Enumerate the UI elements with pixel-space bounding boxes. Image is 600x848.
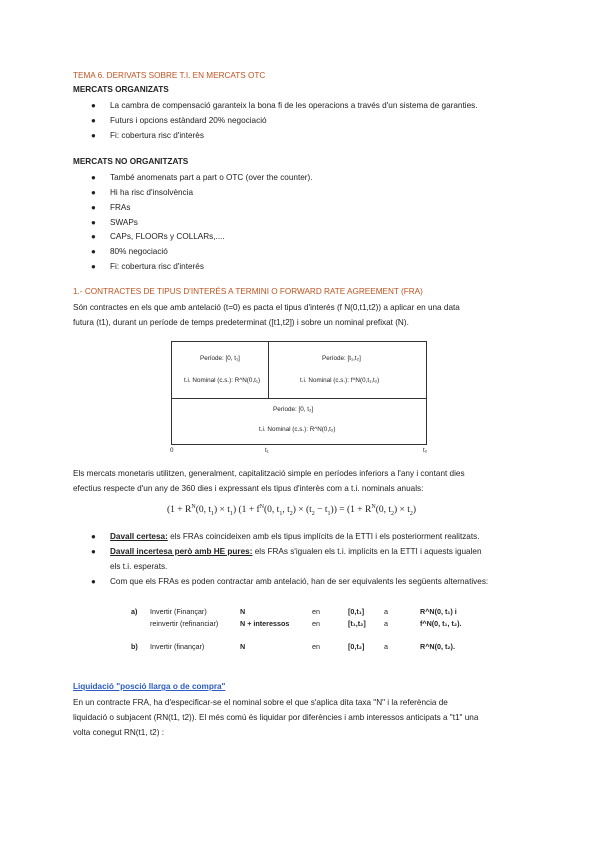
non-organized-item: CAPs, FLOORs y COLLARs,....	[110, 232, 225, 241]
diagram-divider	[268, 342, 269, 398]
non-organized-item: SWAPs	[110, 218, 138, 227]
table-cell: en	[312, 607, 320, 616]
table-cell: a	[384, 619, 388, 628]
table-cell: reinvertir (refinanciar)	[150, 619, 219, 628]
diagram-rate-label: t.i. Nominal (c.s.): R^N(0,t₁)	[184, 377, 261, 384]
diagram-period-label: Període: [0, t₂]	[273, 406, 314, 413]
table-cell: en	[312, 619, 320, 628]
liquidation-line: volta conegut RN(t1, t2) :	[73, 728, 165, 737]
bullet-text-continuation: els t.i. esperats.	[110, 562, 168, 571]
bullet-icon: ●	[91, 532, 96, 541]
table-cell: a	[384, 607, 388, 616]
bullet-icon: ●	[91, 188, 96, 197]
liquidation-line: liquidació o subjacent (RN(t1, t2)). El més comú és liquidar por diferències i amb interessos anticipats a "t1" una	[73, 713, 479, 722]
diagram-period-label: Període: [t₁,t₂]	[322, 355, 361, 362]
bullet-icon: ●	[91, 577, 96, 586]
table-cell: [0,t₁]	[348, 607, 365, 616]
bullet-icon: ●	[91, 203, 96, 212]
diagram-rate-label: t.i. Nominal (c.s.): R^N(0,t₂)	[259, 426, 336, 433]
axis-label: 0	[170, 447, 174, 454]
organized-item: Fi: cobertura risc d'interès	[110, 131, 204, 140]
liquidation-line: En un contracte FRA, ha d'especificar-se el nominal sobre el que s'aplica dita taxa "N" i la referència de	[73, 698, 448, 707]
non-organized-item: 80% negociació	[110, 247, 168, 256]
table-cell: [0,t₂]	[348, 642, 365, 651]
page-title: TEMA 6. DERIVATS SOBRE T.I. EN MERCATS OTC	[73, 71, 266, 80]
bullet-icon: ●	[91, 232, 96, 241]
alternative-label: b)	[131, 642, 138, 651]
bullet-icon: ●	[91, 218, 96, 227]
diagram-rate-label: t.i. Nominal (c.s.): f^N(0,t₁,t₂)	[300, 377, 380, 384]
organized-heading: MERCATS ORGANIZATS	[73, 85, 169, 94]
table-cell: Invertir (Finançar)	[150, 607, 207, 616]
table-cell: Invertir (finançar)	[150, 642, 205, 651]
bullet-icon: ●	[91, 247, 96, 256]
bullet-text: Davall incertesa però amb HE pures: els FRAs s'igualen els t.i. implícits en la ETTI i aquests igualen	[110, 547, 482, 556]
organized-item: Futurs i opcions estàndard 20% negociació	[110, 116, 267, 125]
non-organized-item: FRAs	[110, 203, 131, 212]
table-cell: R^N(0, t₂).	[420, 642, 455, 651]
paragraph-line: Els mercats monetaris utilitzen, generalment, capitalització simple en períodes inferiors a l'any i contant dies	[73, 469, 465, 478]
non-organized-item: Hi ha risc d'insolvència	[110, 188, 194, 197]
section-paragraph-line: futura (t1), durant un període de temps predeterminat ([t1,t2]) i sobre un nominal prefixat (N).	[73, 318, 409, 327]
alternative-label: a)	[131, 607, 138, 616]
bullet-icon: ●	[91, 116, 96, 125]
section-heading: 1.- CONTRACTES DE TIPUS D'INTERÉS A TERMINI O FORWARD RATE AGREEMENT (FRA)	[73, 287, 423, 296]
table-cell: en	[312, 642, 320, 651]
table-cell: a	[384, 642, 388, 651]
section-paragraph-line: Són contractes en els que amb antelació (t=0) es pacta el tipus d'interés (f N(0,t1,t2)) a aplicar en una data	[73, 303, 460, 312]
table-cell: N + interessos	[240, 619, 290, 628]
axis-label: t₂	[423, 447, 428, 454]
paragraph-line: efectius respecte d'un any de 360 dies i expressant els tipus d'interès com a t.i. nominals anuals:	[73, 484, 424, 493]
bullet-icon: ●	[91, 173, 96, 182]
table-cell: N	[240, 642, 246, 651]
diagram-divider	[172, 398, 426, 399]
table-cell: [t₁,t₂]	[348, 619, 366, 628]
bullet-icon: ●	[91, 262, 96, 271]
non-organized-heading: MERCATS NO ORGANITZATS	[73, 157, 189, 166]
organized-item: La cambra de compensació garanteix la bona fi de les operacions a través d'un sistema de garanties.	[110, 101, 478, 110]
table-cell: f^N(0, t₁, t₂).	[420, 619, 462, 628]
bullet-icon: ●	[91, 547, 96, 556]
bullet-text: Davall certesa: els FRAs coincideixen amb els tipus implícits de la ETTI i els posteriorment realitzats.	[110, 532, 480, 541]
non-organized-item: Fi: cobertura risc d'interés	[110, 262, 204, 271]
liquidation-heading: Liquidació "posció llarga o de compra"	[73, 682, 226, 691]
bullet-icon: ●	[91, 131, 96, 140]
table-cell: R^N(0, t₁) i	[420, 607, 457, 616]
bullet-icon: ●	[91, 101, 96, 110]
table-cell: N	[240, 607, 246, 616]
period-diagram	[171, 341, 427, 445]
bullet-text: Com que els FRAs es poden contractar amb antelació, han de ser equivalents les següents alternatives:	[110, 577, 489, 586]
non-organized-item: També anomenats part a part o OTC (over the counter).	[110, 173, 313, 182]
axis-label: t₁	[265, 447, 269, 454]
fra-formula: ($1 + R^N(0$, $t_1) \times t_1$) ($1 + f^N(0$, $t_1$, $t_2) \times (t_2 - t_1)) = (1 + R^N(0$, $t_2) \times t_2$)	[167, 504, 417, 518]
diagram-period-label: Període: [0, t₁]	[200, 355, 240, 362]
